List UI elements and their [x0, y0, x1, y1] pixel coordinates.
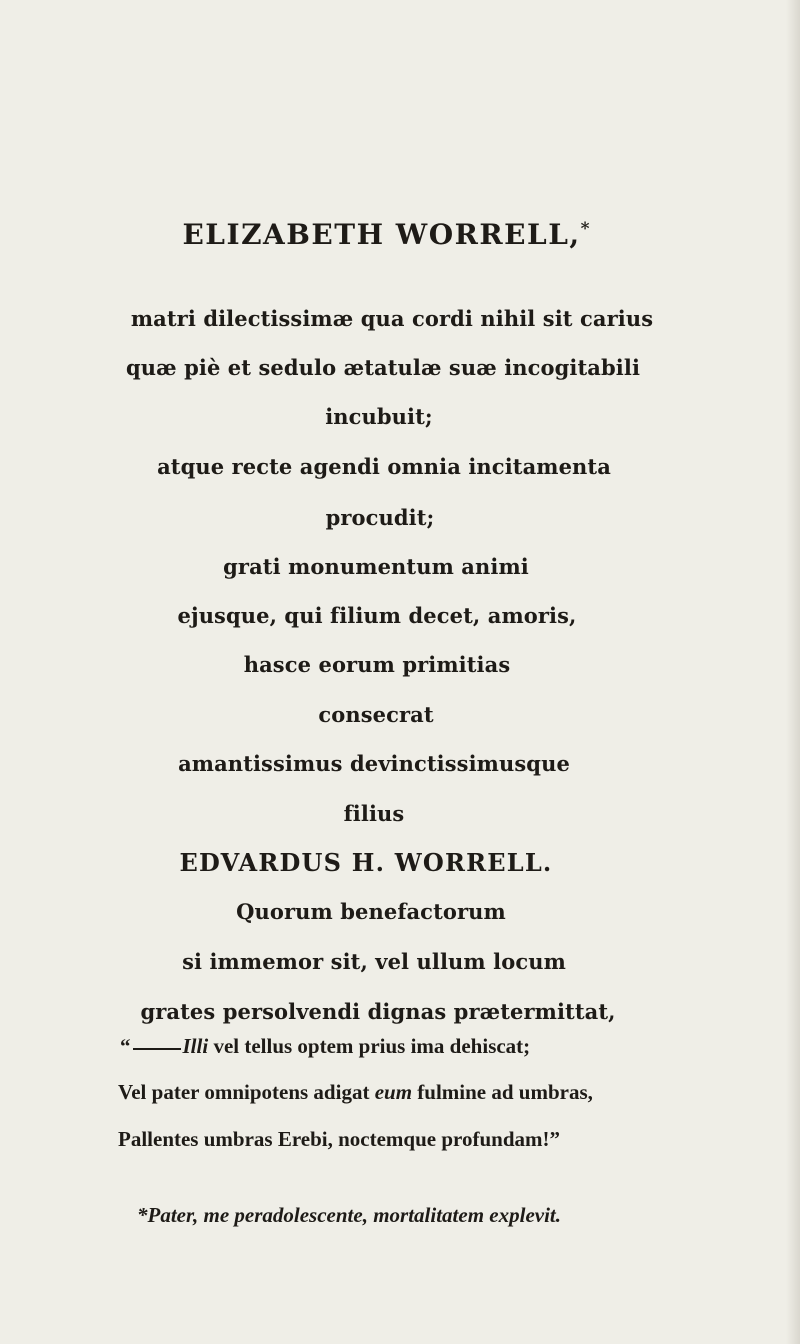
- quote-line-2-start: Vel pater omnipotens adigat: [118, 1080, 375, 1104]
- quote-line-2-italic: eum: [374, 1080, 413, 1104]
- signature-name: EDVARDUS H. WORRELL.: [179, 848, 553, 877]
- closing-line-2: si immemor sit, vel ullum locum: [182, 949, 566, 974]
- footnote-reference-mark: *: [580, 219, 590, 239]
- dedication-line-2: quæ piè et sedulo ætatulæ suæ incogitabili: [125, 355, 641, 380]
- dedication-line-8: hasce eorum primitias: [243, 652, 511, 677]
- quote-line-1-text: vel tellus optem prius ima dehiscat;: [208, 1034, 531, 1058]
- quote-line-2-end: fulmine ad umbras,: [412, 1080, 593, 1104]
- quote-line-2: [118, 1082, 593, 1103]
- dedication-line-5: procudit;: [325, 505, 435, 530]
- footnote-marker: *: [137, 1203, 148, 1227]
- closing-line-3: grates persolvendi dignas prætermittat,: [140, 999, 616, 1024]
- quote-line-1: [120, 1036, 530, 1057]
- quote-italic-word: Illi: [182, 1034, 209, 1058]
- quote-dash: [133, 1048, 181, 1050]
- dedication-title: [0, 218, 786, 251]
- quote-line-3: Pallentes umbras Erebi, noctemque profundam!”: [118, 1127, 560, 1151]
- open-quote-mark: “: [120, 1034, 131, 1058]
- dedication-line-10: amantissimus devinctissimusque: [178, 751, 570, 776]
- dedication-line-3: incubuit;: [325, 404, 433, 429]
- dedication-line-7: ejusque, qui filium decet, amoris,: [177, 603, 577, 628]
- dedication-line-6: grati monumentum animi: [223, 554, 529, 579]
- dedication-line-11: filius: [343, 801, 405, 826]
- closing-line-1: Quorum benefactorum: [236, 899, 506, 924]
- dedication-title-text: ELIZABETH WORRELL,: [182, 218, 581, 251]
- footnote: [137, 1205, 561, 1226]
- dedication-line-4: atque recte agendi omnia incitamenta: [157, 454, 611, 479]
- dedication-line-1: matri dilectissimæ qua cordi nihil sit carius: [130, 306, 654, 331]
- footnote-text: Pater, me peradolescente, mortalitatem explevit.: [147, 1203, 561, 1227]
- dedication-line-9: consecrat: [318, 702, 434, 727]
